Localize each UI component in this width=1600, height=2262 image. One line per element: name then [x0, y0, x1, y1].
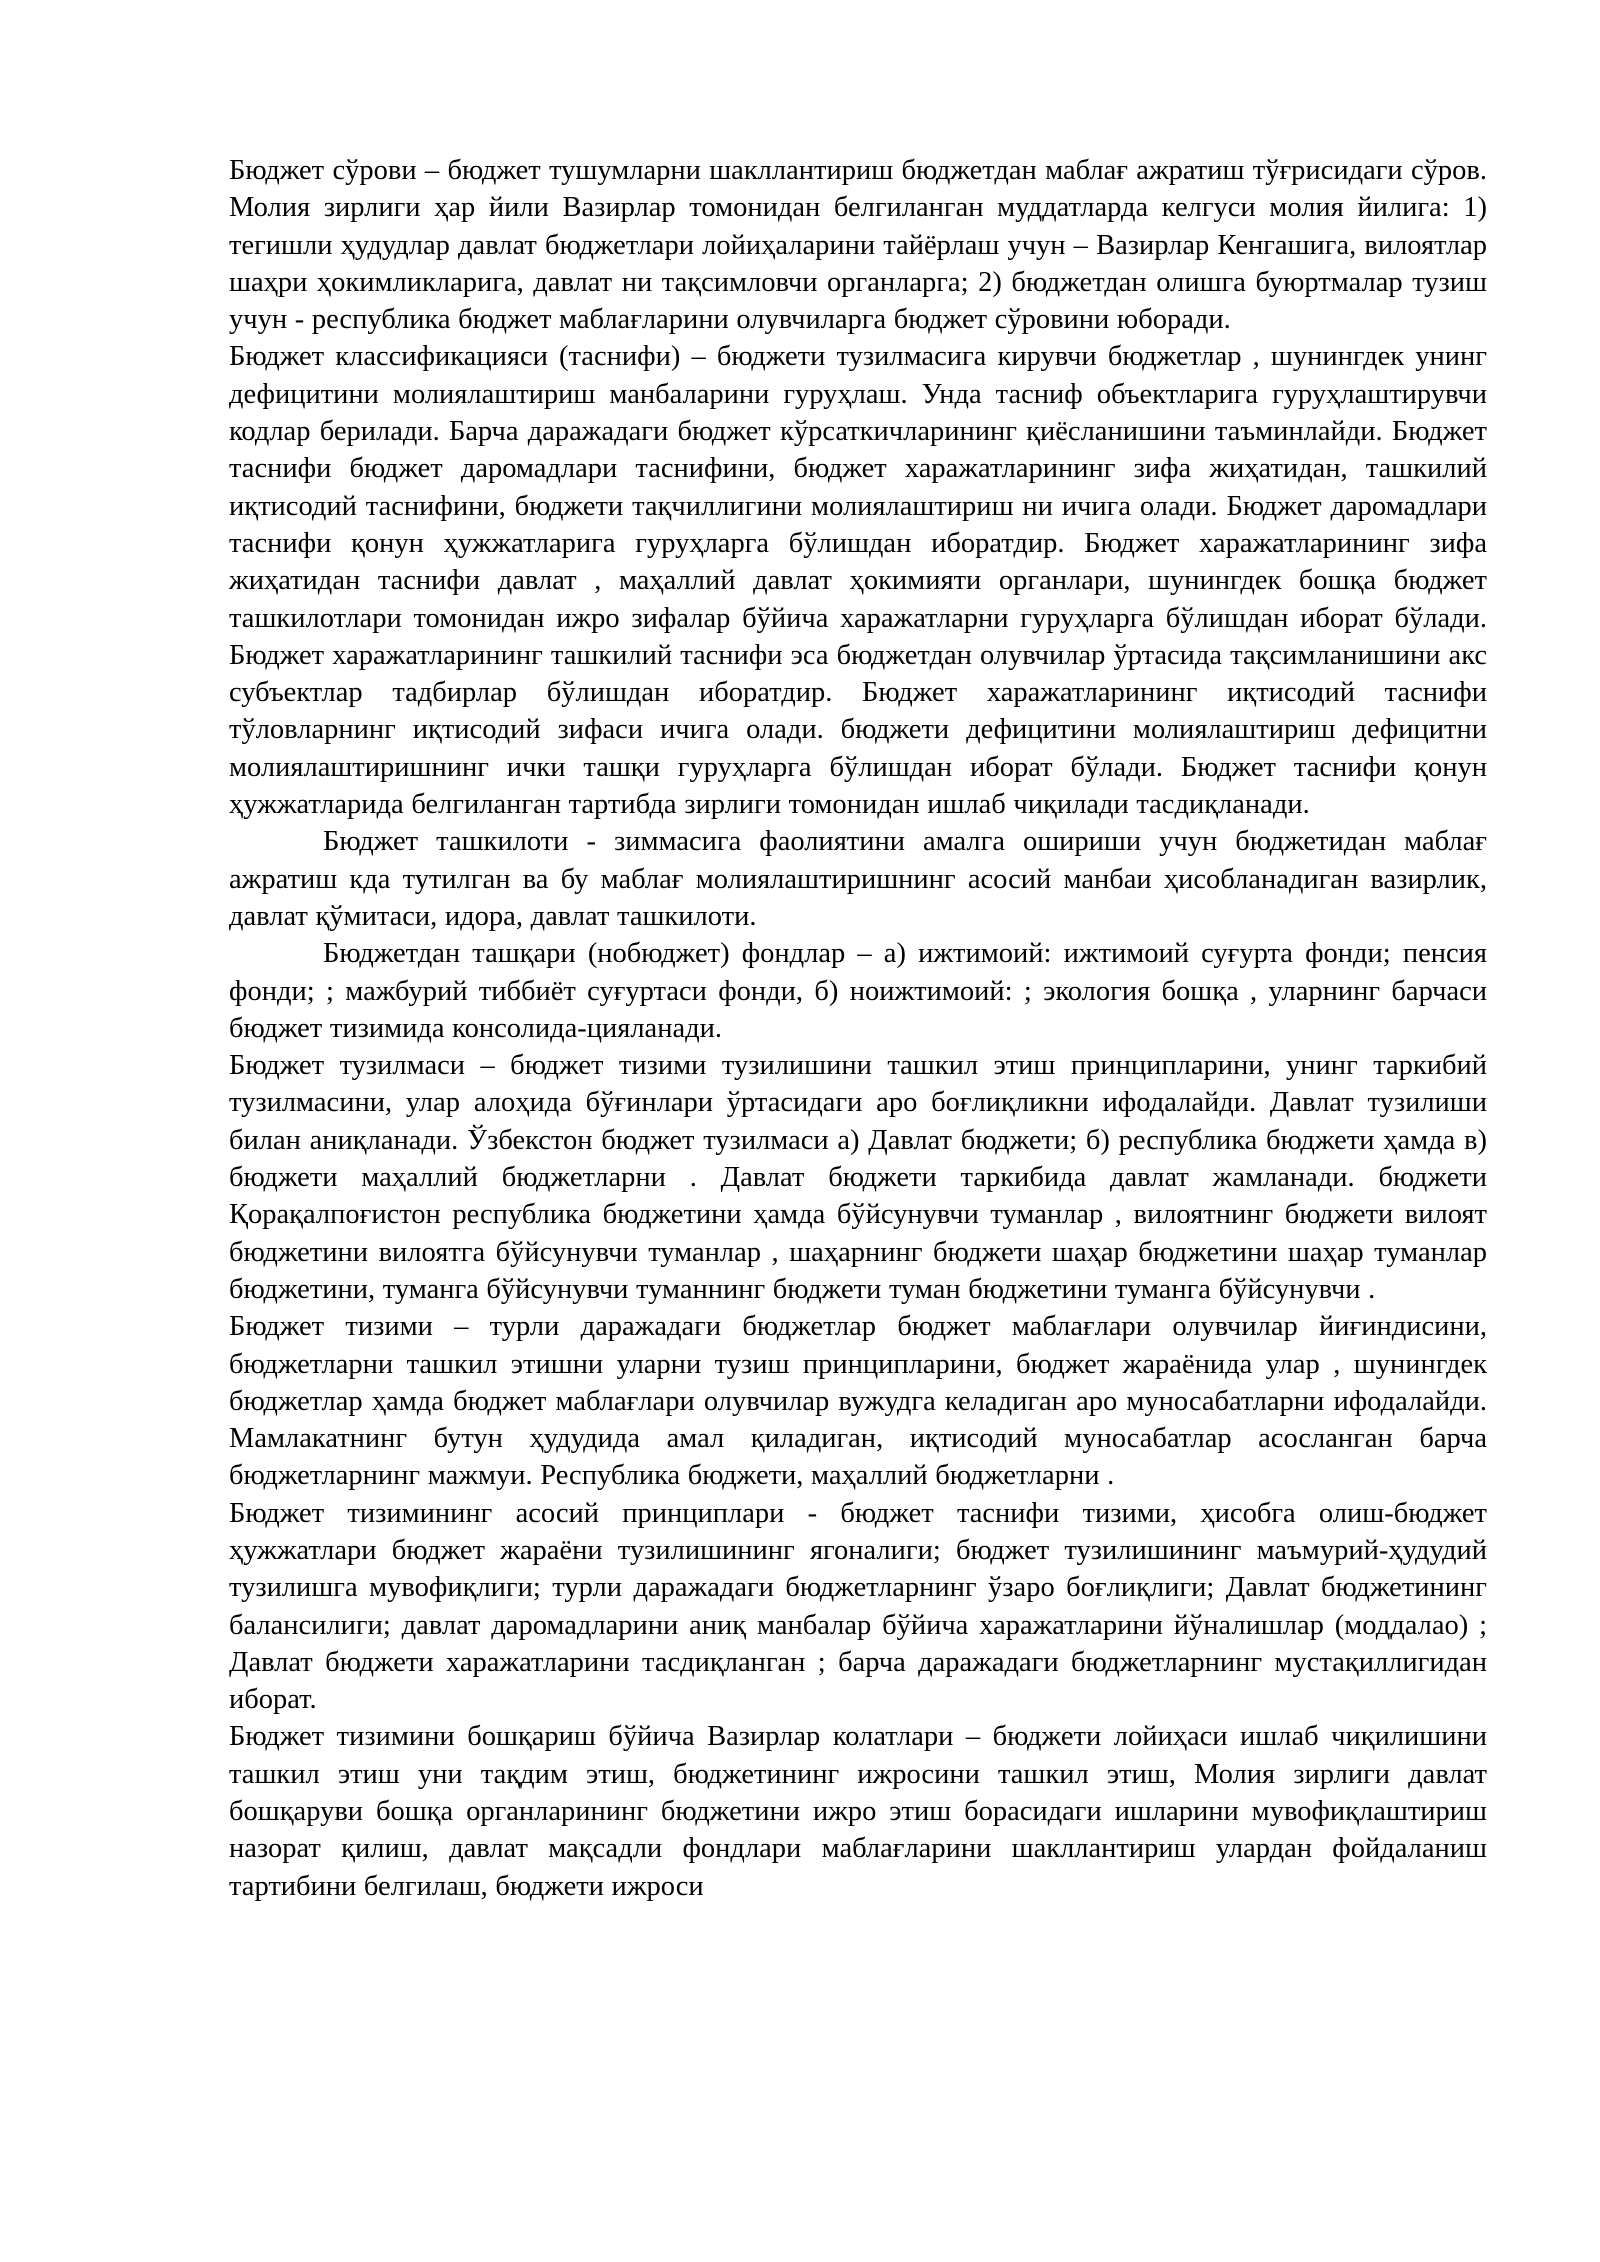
paragraph-budget-request: Бюджет сўрови – бюджет тушумларни шакллантириш бюджетдан маблағ ажратиш тўғрисидаги сўров. Молия зирлиги ҳар йили Вазирлар томонидан белгиланган муддатларда келгуси молия йилига: 1) тегишли ҳудудлар давлат бюджетлари лойиҳаларини тайёрлаш учун – Вазирлар Кенгашига, вилоятлар шаҳри ҳокимликларига, давлат ни тақсимловчи органларга; 2) бюджетдан олишга буюртмалар тузиш учун - республика бюджет маблағларини олувчиларга бюджет сўровини юборади.	[229, 155, 1487, 336]
document-page	[229, 152, 1487, 1905]
paragraph-budget-system-principles: Бюджет тизимининг асосий принциплари - бюджет таснифи тизими, ҳисобга олиш-бюджет ҳужжатлари бюджет жараёни тузилишининг ягоналиги; бюджет тузилишининг маъмурий-ҳудудий тузилишга мувофиқлиги; турли даражадаги бюджетларнинг ўзаро боғлиқлиги; Давлат бюджетининг балансилиги; давлат даромадларини аниқ манбалар бўйича харажатларини йўналишлар (моддалао) ; Давлат бюджети харажатларини тасдиқланган ; барча даражадаги бюджетларнинг мустақиллигидан иборат.	[229, 1497, 1487, 1716]
paragraph-extra-budget-funds: Бюджетдан ташқари (нобюджет) фондлар – а) ижтимоий: ижтимоий суғурта фонди; пенсия фонди; ; мажбурий тиббиёт суғуртаси фонди, б) ноижтимоий: ; экология бошқа , уларнинг барчаси бюджет тизимида консолида-цияланади.	[229, 938, 1487, 1044]
paragraph-budget-classification: Бюджет классификацияси (таснифи) – бюджети тузилмасига кирувчи бюджетлар , шунингдек унинг дефицитини молиялаштириш манбаларини гуруҳлаш. Унда тасниф объектларига гуруҳлаштирувчи кодлар берилади. Барча даражадаги бюджет кўрсаткичларининг қиёсланишини таъминлайди. Бюджет таснифи бюджет даромадлари таснифини, бюджет харажатларининг зифа жиҳатидан, ташкилий иқтисодий таснифини, бюджети тақчиллигини молиялаштириш ни ичига олади. Бюджет даромадлари таснифи қонун ҳужжатларига гуруҳларга бўлишдан иборатдир. Бюджет харажатларининг зифа жиҳатидан таснифи давлат , маҳаллий давлат ҳокимияти органлари, шунингдек бошқа бюджет ташкилотлари томонидан ижро зифалар бўйича харажатларни гуруҳларга бўлишдан иборат бўлади. Бюджет харажатларининг ташкилий таснифи эса бюджетдан олувчилар ўртасида тақсимланишини акс субъектлар тадбирлар бўлишдан иборатдир. Бюджет харажатларининг иқтисодий таснифи тўловларнинг иқтисодий зифаси ичига олади. бюджети дефицитини молиялаштириш дефицитни молиялаштиришнинг ички ташқи гуруҳларга бўлишдан иборат бўлади. Бюджет таснифи қонун ҳужжатларида белгиланган тартибда зирлиги томонидан ишлаб чиқилади тасдиқланади.	[229, 341, 1487, 821]
paragraph-budget-management: Бюджет тизимини бошқариш бўйича Вазирлар колатлари – бюджети лойиҳаси ишлаб чиқилишини ташкил этиш уни тақдим этиш, бюджетининг ижросини ташкил этиш, Молия зирлиги давлат бошқаруви бошқа органларининг бюджетини ижро этиш борасидаги ишларини мувофиқлаштириш назорат қилиш, давлат мақсадли фондлари маблағларини шакллантириш улардан фойдаланиш тартибини белгилаш, бюджети ижроси	[229, 1721, 1487, 1902]
paragraph-budget-organization: Бюджет ташкилоти - зиммасига фаолиятини амалга ошириши учун бюджетидан маблағ ажратиш кда тутилган ва бу маблағ молиялаштиришнинг асосий манбаи ҳисобланадиган вазирлик, давлат қўмитаси, идора, давлат ташкилоти.	[229, 826, 1487, 932]
paragraph-budget-system: Бюджет тизими – турли даражадаги бюджетлар бюджет маблағлари олувчилар йиғиндисини, бюджетларни ташкил этишни уларни тузиш принципларини, бюджет жараёнида улар , шунингдек бюджетлар ҳамда бюджет маблағлари олувчилар вужудга келадиган аро муносабатларни ифодалайди. Мамлакатнинг бутун ҳудудида амал қиладиган, иқтисодий муносабатлар асосланган барча бюджетларнинг мажмуи. Республика бюджети, маҳаллий бюджетларни .	[229, 1311, 1487, 1492]
paragraph-budget-structure: Бюджет тузилмаси – бюджет тизими тузилишини ташкил этиш принципларини, унинг таркибий тузилмасини, улар алоҳида бўғинлари ўртасидаги аро боғлиқликни ифодалайди. Давлат тузилиши билан аниқланади. Ўзбекстон бюджет тузилмаси а) Давлат бюджети; б) республика бюджети ҳамда в) бюджети маҳаллий бюджетларни . Давлат бюджети таркибида давлат жамланади. бюджети Қорақалпоғистон республика бюджетини ҳамда бўйсунувчи туманлар , вилоятнинг бюджети вилоят бюджетини вилоятга бўйсунувчи туманлар , шаҳарнинг бюджети шаҳар бюджетини шаҳар туманлар бюджетини, туманга бўйсунувчи туманнинг бюджети туман бюджетини туманга бўйсунувчи .	[229, 1050, 1487, 1305]
